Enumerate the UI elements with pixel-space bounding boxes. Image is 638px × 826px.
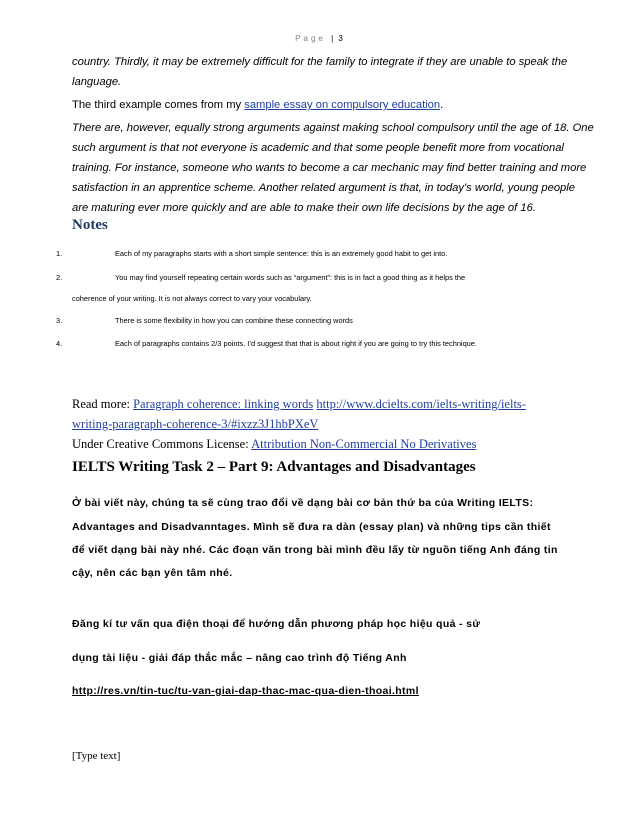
register-text-line: Đăng kí tư vấn qua điện thoại để hướng dẫn phương pháp học hiệu quả - sử — [72, 618, 481, 630]
notes-heading: Notes — [72, 217, 108, 233]
list-item-text: Each of paragraphs contains 2/3 points. I’d suggest that that is about right if you are going to try this technique. — [115, 339, 477, 348]
license-link[interactable]: Attribution Non-Commercial No Derivatives — [251, 437, 477, 451]
third-example-suffix: . — [440, 99, 444, 111]
intro-paragraph — [72, 52, 572, 92]
arguments-paragraph — [72, 118, 594, 218]
page-footer: [Type text] — [72, 750, 121, 762]
paragraph-coherence-link[interactable]: Paragraph coherence: linking words — [133, 397, 314, 411]
read-more-line — [72, 394, 572, 414]
vn-text-line: để viết dạng bài này nhé. Các đoạn văn trong bài mình đều lấy từ nguồn tiếng Anh đáng tin — [72, 544, 558, 556]
list-number: 1. — [56, 249, 63, 258]
page-word: Page — [295, 34, 326, 43]
source-url-link-part2[interactable]: writing-paragraph-coherence-3/#ixzz3J1hbPXeV — [72, 417, 319, 431]
list-item-continuation: coherence of your writing. It is not always correct to vary your vocabulary. — [72, 294, 312, 303]
page-header — [0, 34, 638, 43]
text-line: training. For instance, someone who wants to become a car mechanic may find better training and more — [72, 162, 587, 174]
list-item-text: You may find yourself repeating certain words such as “argument”: this is in fact a good thing as it helps the — [115, 273, 466, 282]
vn-text-line: cậy, nên các bạn yên tâm nhé. — [72, 567, 233, 579]
sample-essay-link[interactable]: sample essay on compulsory education — [244, 99, 441, 111]
register-url-line — [72, 685, 419, 697]
register-text-line: dụng tài liệu - giải đáp thắc mắc – nâng cao trình độ Tiếng Anh — [72, 652, 407, 664]
list-number: 4. — [56, 339, 63, 348]
vn-text-line: Advantages and Disadvanntages. Mình sẽ đưa ra dàn (essay plan) và những tips cần thiết — [72, 521, 551, 533]
text-line: language. — [72, 76, 122, 88]
page-number-separator: | — [331, 34, 334, 43]
read-more-label: Read more: — [72, 397, 134, 411]
text-line: are maturing ever more quickly and are able to make their own life decisions by the age of 16. — [72, 202, 536, 214]
list-item-text: Each of my paragraphs starts with a short simple sentence: this is an extremely good habit to get into. — [115, 249, 448, 258]
list-item-text: There is some flexibility in how you can combine these connecting words — [115, 316, 353, 325]
read-more-url-line — [72, 414, 572, 434]
text-line: There are, however, equally strong arguments against making school compulsory until the age of 18. One — [72, 122, 594, 134]
read-more-block — [72, 394, 572, 454]
list-number: 3. — [56, 316, 63, 325]
license-label: Under Creative Commons License: — [72, 437, 252, 451]
page-number: 3 — [338, 34, 343, 43]
license-line — [72, 434, 572, 454]
text-line: country. Thirdly, it may be extremely difficult for the family to integrate if they are unable to speak the — [72, 56, 568, 68]
list-number: 2. — [56, 273, 63, 282]
third-example-prefix: The third example comes from my — [72, 99, 245, 111]
register-url-link[interactable]: http://res.vn/tin-tuc/tu-van-giai-dap-thac-mac-qua-dien-thoai.html — [72, 685, 419, 697]
source-url-link-part1[interactable]: http://www.dcielts.com/ielts-writing/ielts- — [316, 397, 526, 411]
text-line: such argument is that not everyone is academic and that some people benefit more from vocational — [72, 142, 564, 154]
third-example-paragraph — [72, 95, 572, 115]
text-line: satisfaction in an apprentice scheme. Another related argument is that, in today's world, young people — [72, 182, 575, 194]
ielts-section-heading: IELTS Writing Task 2 – Part 9: Advantages and Disadvantages — [72, 459, 476, 475]
vn-text-line: Ở bài viết này, chúng ta sẽ cùng trao đổi về dạng bài cơ bản thứ ba của Writing IELTS: — [72, 497, 534, 509]
